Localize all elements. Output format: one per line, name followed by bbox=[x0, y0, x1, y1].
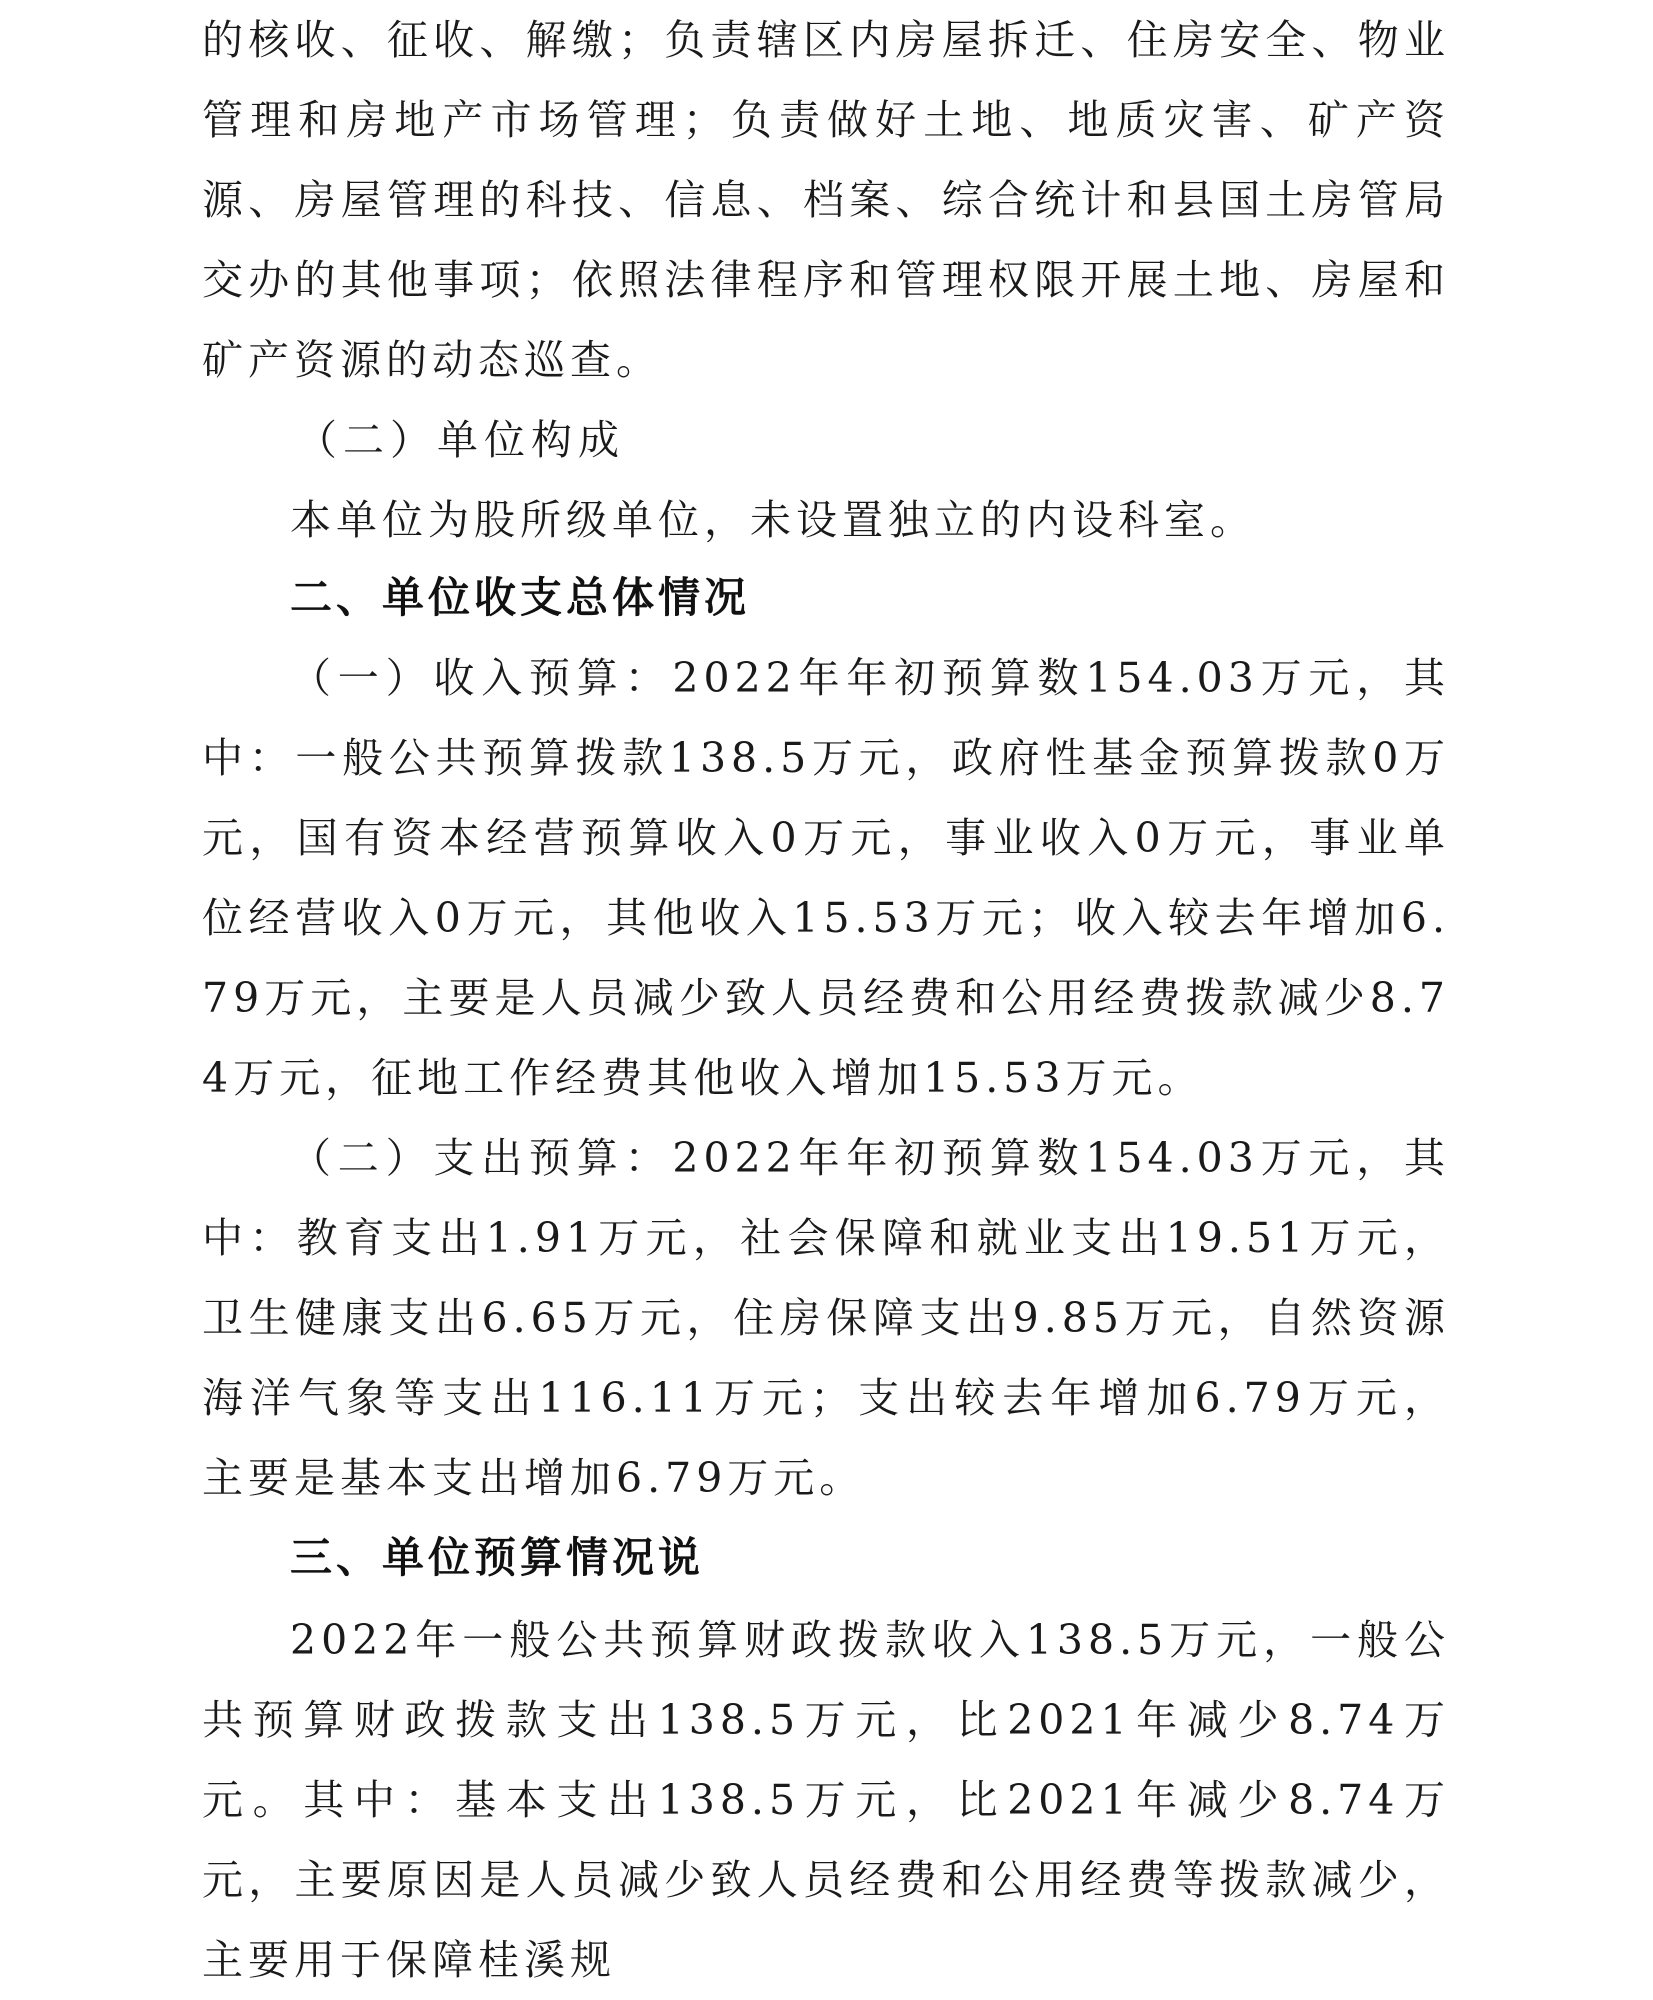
body-paragraph-income-budget: （一）收入预算：2022年年初预算数154.03万元，其中：一般公共预算拨款138.5万元，政府性基金预算拨款0万元，国有资本经营预算收入0万元，事业收入0万元，事业单位经营收入0万元，其他收入15.53万元；收入较去年增加6.79万元，主要是人员减少致人员经费和公用经费拨款减少8.74万元，征地工作经费其他收入增加15.53万元。 bbox=[202, 654, 1450, 1102]
body-paragraph-unit-composition: 本单位为股所级单位，未设置独立的内设科室。 bbox=[290, 496, 1256, 544]
subheading-unit-composition: （二）单位构成 bbox=[296, 416, 625, 464]
body-paragraph-expenditure-budget: （二）支出预算：2022年年初预算数154.03万元，其中：教育支出1.91万元，社会保障和就业支出19.51万元，卫生健康支出6.65万元，住房保障支出9.85万元，自然资源海洋气象等支出116.11万元；支出较去年增加6.79万元，主要是基本支出增加6.79万元。 bbox=[202, 1134, 1450, 1502]
section-heading-budget-explanation: 三、单位预算情况说 bbox=[290, 1533, 705, 1582]
body-paragraph-duties: 的核收、征收、解缴；负责辖区内房屋拆迁、住房安全、物业管理和房地产市场管理；负责做好土地、地质灾害、矿产资源、房屋管理的科技、信息、档案、综合统计和县国土房管局交办的其他事项；依照法律程序和管理权限开展土地、房屋和矿产资源的动态巡查。 bbox=[202, 16, 1450, 384]
body-paragraph-budget-explanation: 2022年一般公共预算财政拨款收入138.5万元，一般公共预算财政拨款支出138.5万元，比2021年减少8.74万元。其中：基本支出138.5万元，比2021年减少8.74万元，主要原因是人员减少致人员经费和公用经费等拨款减少，主要用于保障桂溪规 bbox=[202, 1616, 1450, 1984]
section-heading-income-expenditure: 二、单位收支总体情况 bbox=[290, 573, 751, 622]
